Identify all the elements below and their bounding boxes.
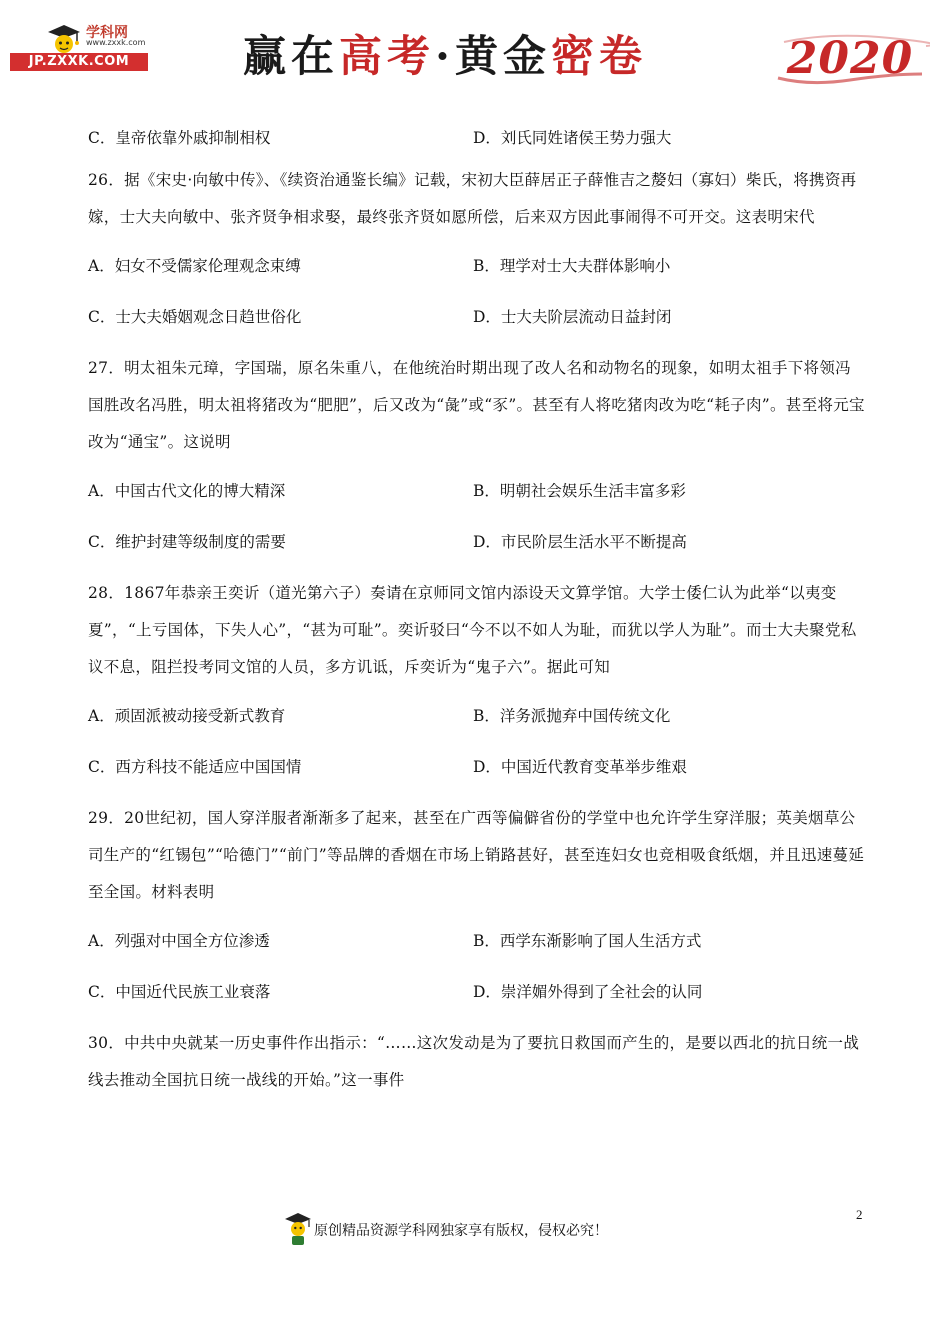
options-row xyxy=(88,248,866,299)
option-c: C．皇帝依靠外戚抑制相权 xyxy=(88,129,271,147)
banner-separator: · xyxy=(435,32,455,82)
page-number: 2 xyxy=(856,1207,863,1222)
option-c: C．维护封建等级制度的需要 xyxy=(88,533,286,551)
banner-part-1: 赢在 xyxy=(243,32,339,82)
options-row xyxy=(88,698,866,749)
options-row xyxy=(88,923,866,974)
year-logo: 2020 xyxy=(786,33,914,84)
option-c: C．西方科技不能适应中国国情 xyxy=(88,758,302,776)
option-c: C．中国近代民族工业衰落 xyxy=(88,983,271,1001)
question-stem-27: 27．明太祖朱元璋，字国瑞，原名朱重八，在他统治时期出现了改人名和动物名的现象，如明太祖手下将领冯国胜改名冯胜，明太祖将猪改为“肥肥”，后又改为“彘”或“豕”。甚至有人将吃猪肉改为吃“耗子肉”。甚至将元宝改为“通宝”。这说明 xyxy=(88,359,865,451)
options-row xyxy=(88,299,866,350)
option-a: A．列强对中国全方位渗透 xyxy=(88,932,270,950)
mascot-icon xyxy=(283,1210,313,1246)
banner-part-2: 高考 xyxy=(339,32,435,82)
options-row xyxy=(88,120,866,162)
option-a: A．中国古代文化的博大精深 xyxy=(88,482,286,500)
option-a: A．顽固派被动接受新式教育 xyxy=(88,707,286,725)
site-url-badge: JP.ZXXK.COM xyxy=(10,53,148,71)
option-a: A．妇女不受儒家伦理观念束缚 xyxy=(88,257,301,275)
question-stem-29: 29．20世纪初，国人穿洋服者渐渐多了起来，甚至在广西等偏僻省份的学堂中也允许学生穿洋服；英美烟草公司生产的“红锡包”“哈德门”“前门”等品牌的香烟在市场上销路甚好，甚至连妇女也竞相吸食纸烟，并且迅速蔓延至全国。材料表明 xyxy=(88,809,865,901)
option-d: D．崇洋媚外得到了全社会的认同 xyxy=(473,983,703,1001)
question-stem-30: 30．中共中央就某一历史事件作出指示：“……这次发动是为了要抗日救国而产生的，是要以西北的抗日统一战线去推动全国抗日统一战线的开始。”这一事件 xyxy=(88,1034,860,1089)
option-b: B．理学对士大夫群体影响小 xyxy=(473,257,671,275)
option-b: B．明朝社会娱乐生活丰富多彩 xyxy=(473,482,686,500)
options-row xyxy=(88,974,866,1025)
site-domain: www.zxxk.com xyxy=(86,38,146,47)
banner-part-3: 黄金 xyxy=(454,32,551,82)
question-content xyxy=(88,120,866,1099)
option-d: D．中国近代教育变革举步维艰 xyxy=(473,758,687,776)
options-row xyxy=(88,524,866,575)
option-d: D．刘氏同姓诸侯王势力强大 xyxy=(473,129,672,147)
options-row xyxy=(88,473,866,524)
option-c: C．士大夫婚姻观念日趋世俗化 xyxy=(88,308,302,326)
options-row xyxy=(88,749,866,800)
page-header xyxy=(0,0,950,105)
option-b: B．洋务派抛弃中国传统文化 xyxy=(473,707,671,725)
question-stem-26: 26．据《宋史·向敏中传》、《续资治通鉴长编》记载，宋初大臣薛居正子薛惟吉之嫠妇（寡妇）柴氏，将携资再嫁，士大夫向敏中、张齐贤争相求娶，最终张齐贤如愿所偿，后来双方因此事闹得不可开交。这表明宋代 xyxy=(88,171,857,226)
option-d: D．市民阶层生活水平不断提高 xyxy=(473,533,687,551)
option-d: D．士大夫阶层流动日益封闭 xyxy=(473,308,672,326)
question-stem-28: 28．1867年恭亲王奕䜣（道光第六子）奏请在京师同文馆内添设天文算学馆。大学士倭仁认为此举“以夷变夏”，“上亏国体，下失人心”，“甚为可耻”。奕䜣驳曰“今不以不如人为耻，而犹以学人为耻”。而士大夫聚党私议不息，阻拦投考同文馆的人员，多方讥诋，斥奕䜣为“鬼子六”。据此可知 xyxy=(88,584,857,676)
mascot-icon xyxy=(44,22,84,56)
option-b: B．西学东渐影响了国人生活方式 xyxy=(473,932,702,950)
banner-title xyxy=(243,30,647,84)
site-brand: 学科网 xyxy=(86,25,128,41)
banner-part-4: 密卷 xyxy=(550,32,647,82)
copyright-notice: 原创精品资源学科网独家享有版权，侵权必究！ xyxy=(314,1223,608,1239)
